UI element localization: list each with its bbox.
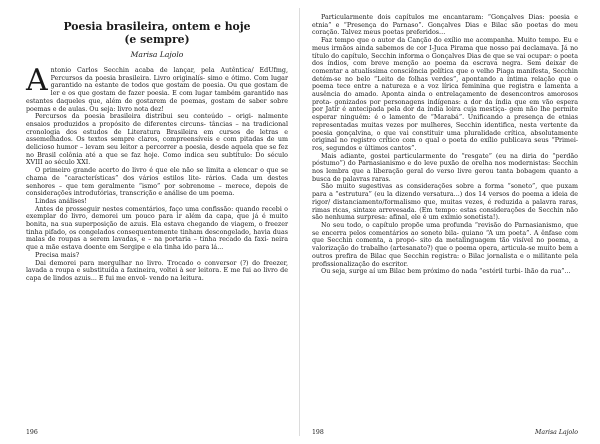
- body-paragraph: No seu todo, o capítulo propõe uma profunda “revisão do Parnasianismo, que se encerra pelos comentários ao soneto bila- quiano “A um poeta”. A ênfase com que Secchin comenta, a propó- sito da metalinguagem tão visível no poema, a valorização do trabalho (artesanato?) que o poema opera, articula-se muito bem a outros prefira de Bilac que Secchin registra: o Bilac jornalista e o militante pela profissionalização do escritor.: [312, 221, 578, 268]
- body-paragraph: [26, 63, 288, 113]
- body-paragraph: Ou seja, surge aí um Bilac bem próximo do nada “estéril turbi- lhão da rua”...: [321, 268, 571, 276]
- body-paragraph: O primeiro grande acerto do livro é que ele não se limita a elencar o que se chama de “características” dos vários estilos lite- rários. Cada um destes senhores – que tem geralmente “ismo” por sobrenome – merece, depois de considerações introdutórias, transcrição e análise de um poema.: [26, 167, 288, 198]
- drop-cap: A: [26, 63, 48, 98]
- running-footer-author: Marisa Lajolo: [535, 429, 578, 436]
- page-number-left: 196: [26, 429, 38, 436]
- body-paragraph: Percursos da poesia brasileira distribui seu conteúdo – origi- nalmente ensaios produzidos a propósito de diferentes circuns- tâncias – na tradicional cronologia dos estudos de Literatura Brasileira em cursos de letras e assemelhados. Os textos sempre claros, compreensíveis e com pitadas de um delicioso humor – levam seu leitor a percorrer a poesia, desde aquela que se fez no Brasil colônia até a que se faz hoje. Como indica seu subtítulo: Do século XVIII ao século XXI.: [26, 113, 288, 167]
- body-paragraph: Faz tempo que o autor da Canção do exílio me acompanha. Muito tempo. Eu e meus irmãos ainda sabemos de cor I-Juca Pirama que nosso pai declamava. Já no título do capítulo, Secchin informa o Gonçalves Dias de que se vai ocupar: o poeta dos índios, com breve menção ao poema da escrava negra. Sem deixar de comentar a atualíssima consciência política que o velho Piaga manifesta, Secchin detém-se no belo “Leito de folhas verdes”, apontando a íntima relação que o poema tece entre a natureza e a voz lírica feminina que registra e lamenta a ausência do amado. Aponta ainda o entrelaçamento de desencontros amorosos prota- gonizados por personagens indígenas: a dor da índia que em vão espera por Jatir é antecipada pela dor da índia loira cuja mestiça- gem não lhe permite esperar ninguém: é o lamento de “Marabá”. Unificando a presença de etnias representadas muitas vezes por mulheres, Secchin identifica, nesta vertente da poesia gonçalvina, o que vai constituir uma pluralidade crítica, absolutamente original no registro crítico com o qual o poeta do exílio publicava seus “Primei- ros, segundos e últimos cantos”.: [312, 37, 578, 152]
- body-paragraph: Precisa mais?: [35, 251, 80, 259]
- body-paragraph: Particularmente dois capítulos me encantaram: “Gonçalves Dias: poesia e etnia” e “Presença do Parnaso”. Gonçalves Dias e Bilac são poetas do meu coração. Talvez meus poetas preferidos…: [312, 14, 578, 37]
- page-number-right: 198: [312, 429, 324, 436]
- article-title: [26, 20, 288, 46]
- body-paragraph: Antes de prosseguir nestes comentários, faço uma confissão: quando recebi o exemplar do livro, demorei um pouco para ir além da capa, que já é muito bonita, na sua superposição de azuis. Ela estava chegando de viagem, o freezer tinha pifado, os congelados consequentemente tinham descongelado, havia duas malas de roupas a serem lavadas, e – na portaria – tinha recado da faxi- neira que a mãe estava doente em Sergipe e ela tinha ido para lá...: [26, 205, 288, 252]
- article-author: Marisa Lajolo: [130, 50, 184, 59]
- article-title-line-1: Poesia brasileira, ontem e hoje: [63, 20, 251, 33]
- body-paragraph: São muito sugestivas as considerações sobre a forma “soneto”, que puxam para a “estrutura” (eu la dizendo versatura...) dos 14 versos do poema a ideia de rigor/ distanciamento/formalismo que, muitas vezes, é reduzida a palavra raras, rimas ricas, sintaxe arrevesada. (Em tempo: estas considerações de Secchin não são nenhuma surpresa: afinal, ele é um exímio sonetista!).: [312, 183, 578, 222]
- body-paragraph: Lindas análises!: [35, 197, 87, 205]
- body-paragraph: Dai demorei para mergulhar no livro. Trocado o conversor (?) do freezer, lavada a roupa e substituída a faxineira, voltei à ser leitora. E me fui ao livro de capa de lindos azuis... E fui me envol- vendo na leitura.: [26, 259, 288, 282]
- article-title-line-2: (e sempre): [124, 33, 190, 46]
- right-page: [300, 0, 600, 444]
- paragraph-text: ntonio Carlos Secchin acaba de lançar, pela Autêntica/ EdUfmg, Percursos da poesia brasileira. Livro originalís- simo e ótimo. Com lugar garantido na estante de todos que gostam de poesia. Ou que gostam de ler e os que gostam de fazer poesia. E com lugar também garantido nas estantes daqueles que, além de gostarem de poemas, gostam de saber sobre poemas e de aulas. Ou seja: livro nota dez!: [26, 67, 288, 113]
- body-paragraph: Mais adiante, gostei particularmente do “resgate” (eu na diria do “perdão póstumo”) do Parnasianismo e do leve puxão de orelha nos modernistas: Secchin nos lembra que a liberação geral do verso livre gerou tanta bobagem quanto a busca de palavras raras.: [312, 152, 578, 183]
